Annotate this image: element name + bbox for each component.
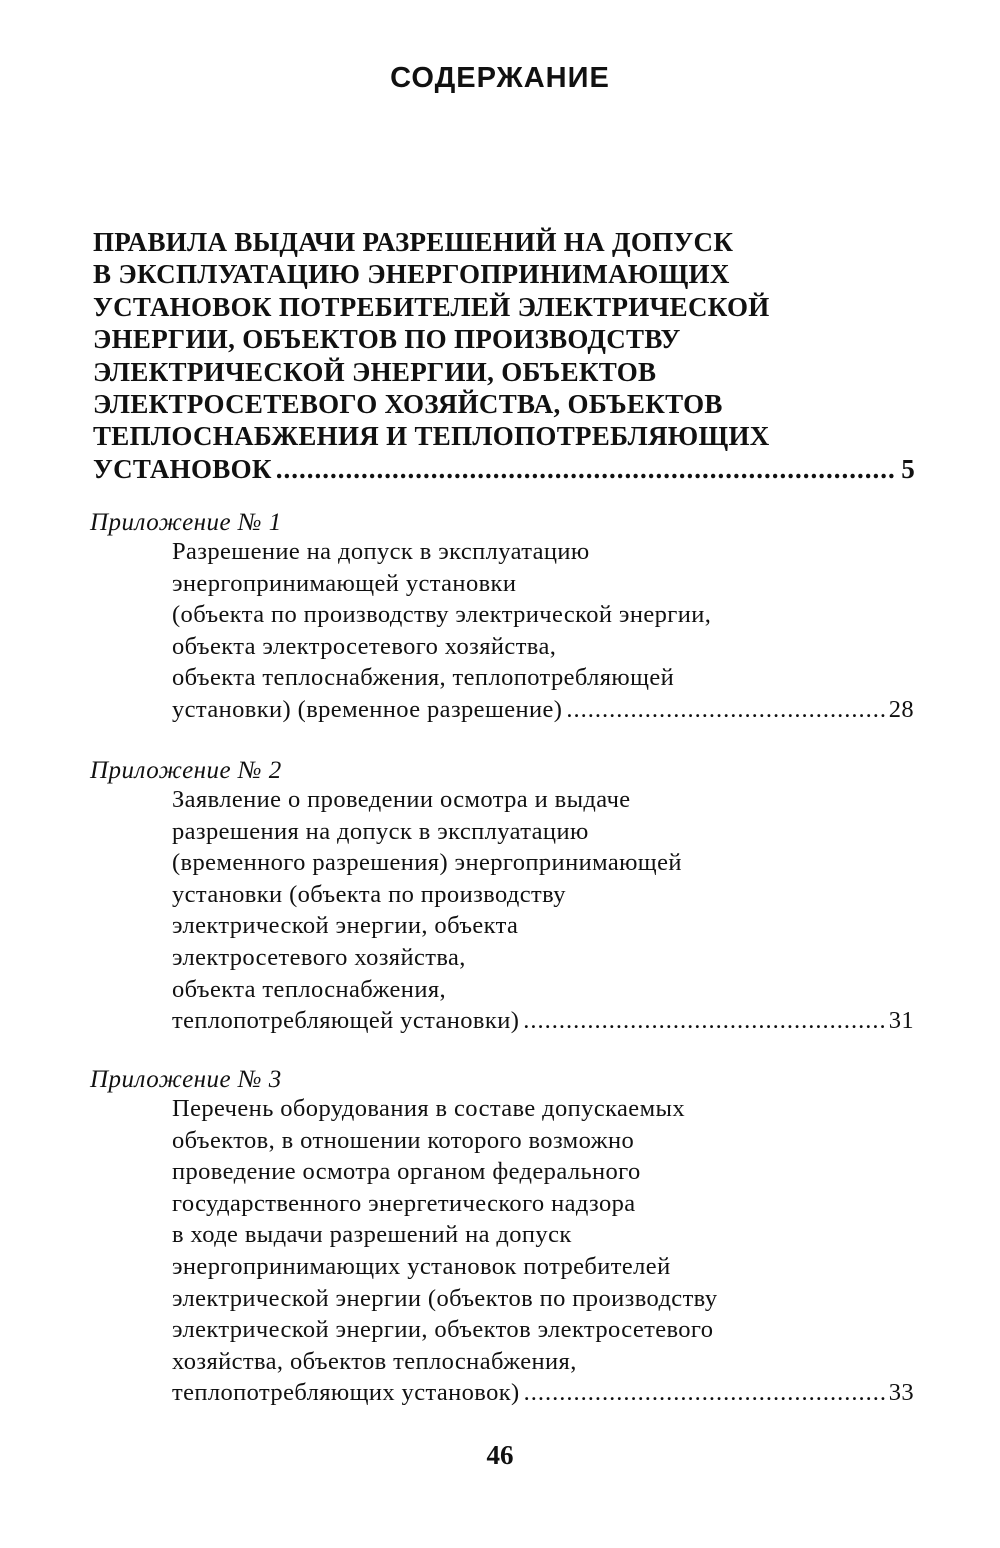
appendix-line: государственного энергетического надзора bbox=[172, 1189, 636, 1217]
page-title: СОДЕРЖАНИЕ bbox=[390, 62, 610, 94]
dot-leader bbox=[524, 1377, 885, 1409]
appendix-line: теплопотребляющей установки) bbox=[172, 1007, 520, 1035]
appendix-line: хозяйства, объектов теплоснабжения, bbox=[172, 1347, 577, 1375]
appendix-line: в ходе выдачи разрешений на допуск bbox=[172, 1221, 572, 1249]
appendix-label: Приложение № 3 bbox=[90, 1066, 282, 1093]
appendix-description bbox=[172, 536, 914, 726]
main-entry-line: ТЕПЛОСНАБЖЕНИЯ И ТЕПЛОПОТРЕБЛЯЮЩИХ bbox=[93, 421, 770, 452]
appendix-line: энергопринимающих установок потребителей bbox=[172, 1252, 671, 1280]
appendix-description bbox=[172, 1093, 914, 1409]
appendix-line: электросетевого хозяйства, bbox=[172, 943, 466, 971]
appendix-line: объекта теплоснабжения, bbox=[172, 975, 447, 1003]
appendix-line: Заявление о проведении осмотра и выдаче bbox=[172, 786, 631, 813]
appendix-line: теплопотребляющих установок) bbox=[172, 1379, 520, 1407]
dot-leader bbox=[276, 453, 897, 485]
appendix-line: энергопринимающей установки bbox=[172, 569, 517, 597]
main-entry-line: ЭЛЕКТРОСЕТЕВОГО ХОЗЯЙСТВА, ОБЪЕКТОВ bbox=[93, 389, 723, 420]
main-entry-line: ПРАВИЛА ВЫДАЧИ РАЗРЕШЕНИЙ НА ДОПУСК bbox=[93, 227, 734, 257]
appendix-last-line bbox=[172, 694, 914, 726]
appendix-label: Приложение № 2 bbox=[90, 757, 282, 784]
appendix-line: проведение осмотра органом федерального bbox=[172, 1158, 641, 1186]
page-number: 46 bbox=[486, 1440, 514, 1470]
appendix-last-line bbox=[172, 1377, 914, 1409]
appendix-line: (временного разрешения) энергопринимающей bbox=[172, 849, 682, 877]
appendix-page-number: 31 bbox=[888, 1007, 914, 1035]
appendix-line: объектов, в отношении которого возможно bbox=[172, 1126, 635, 1154]
appendix-page-number: 33 bbox=[888, 1379, 914, 1407]
dot-leader bbox=[566, 694, 884, 726]
appendix-description bbox=[172, 784, 914, 1037]
main-entry-line: ЭЛЕКТРИЧЕСКОЙ ЭНЕРГИИ, ОБЪЕКТОВ bbox=[93, 356, 657, 387]
appendix-last-line bbox=[172, 1005, 914, 1037]
appendix-line: электрической энергии, объекта bbox=[172, 912, 519, 940]
dot-leader bbox=[523, 1005, 884, 1037]
main-entry-line: ЭНЕРГИИ, ОБЪЕКТОВ ПО ПРОИЗВОДСТВУ bbox=[93, 324, 681, 355]
main-entry-line: В ЭКСПЛУАТАЦИЮ ЭНЕРГОПРИНИМАЮЩИХ bbox=[93, 259, 730, 290]
main-entry-page-number: 5 bbox=[901, 453, 915, 484]
appendix-line: объекта теплоснабжения, теплопотребляющей bbox=[172, 664, 675, 692]
appendix-line: (объекта по производству электрической энергии, bbox=[172, 601, 712, 629]
appendix-line: Перечень оборудования в составе допускаемых bbox=[172, 1095, 685, 1122]
appendix-label: Приложение № 1 bbox=[90, 509, 282, 536]
appendix-line: Разрешение на допуск в эксплуатацию bbox=[172, 538, 590, 565]
main-entry-last-line bbox=[93, 453, 915, 485]
appendix-line: электрической энергии, объектов электросетевого bbox=[172, 1316, 714, 1344]
appendix-line: разрешения на допуск в эксплуатацию bbox=[172, 817, 589, 845]
main-entry-line: УСТАНОВОК bbox=[93, 453, 272, 484]
appendix-line: объекта электросетевого хозяйства, bbox=[172, 632, 557, 660]
appendix-page-number: 28 bbox=[888, 695, 914, 723]
main-entry-line: УСТАНОВОК ПОТРЕБИТЕЛЕЙ ЭЛЕКТРИЧЕСКОЙ bbox=[93, 291, 770, 322]
appendix-line: электрической энергии (объектов по производству bbox=[172, 1284, 718, 1312]
toc-main-entry[interactable] bbox=[93, 226, 915, 485]
appendix-line: установки) (временное разрешение) bbox=[172, 695, 563, 723]
appendix-line: установки (объекта по производству bbox=[172, 880, 566, 908]
